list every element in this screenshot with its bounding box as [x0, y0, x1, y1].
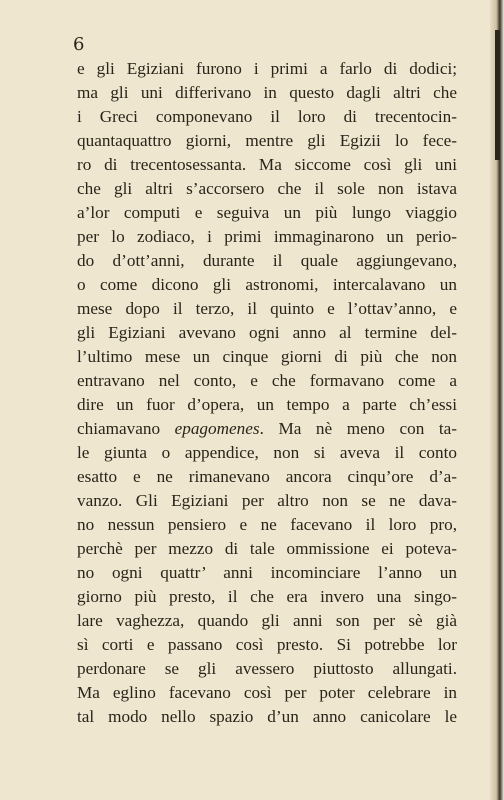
text-segment: e gli Egiziani furono i primi a farlo di dodici;	[77, 59, 457, 78]
text-line	[77, 585, 457, 609]
text-line	[77, 633, 457, 657]
text-line	[77, 153, 457, 177]
text-segment: giorno più presto, il che era invero una singo-	[77, 587, 457, 606]
text-line	[77, 681, 457, 705]
text-segment: perdonare se gli avessero piuttosto allungati.	[77, 659, 457, 678]
text-segment: no nessun pensiero e ne facevano il loro pro,	[77, 515, 457, 534]
text-segment: o come dicono gli astronomi, intercalavano un	[77, 275, 457, 294]
text-line	[77, 393, 457, 417]
text-segment: a’lor computi e seguiva un più lungo viaggio	[77, 203, 457, 222]
text-segment: gli Egiziani avevano ogni anno al termine del-	[77, 323, 457, 342]
text-segment: vanzo. Gli Egiziani per altro non se ne dava-	[77, 491, 457, 510]
text-segment: perchè per mezzo di tale ommissione ei poteva-	[77, 539, 457, 558]
text-line	[77, 249, 457, 273]
text-segment: sì corti e passano così presto. Si potrebbe lor	[77, 635, 457, 654]
text-line	[77, 513, 457, 537]
text-segment: entravano nel conto, e che formavano come a	[77, 371, 457, 390]
text-line	[77, 105, 457, 129]
text-line	[77, 177, 457, 201]
binding-mark	[495, 30, 500, 160]
text-line	[77, 537, 457, 561]
text-segment: l’ultimo mese un cinque giorni di più che non	[77, 347, 457, 366]
text-line	[77, 321, 457, 345]
text-line	[77, 561, 457, 585]
text-segment: esatto e ne rimanevano ancora cinqu’ore d’a-	[77, 467, 457, 486]
text-segment: i Greci componevano il loro di trecentocin-	[77, 107, 457, 126]
text-line	[77, 273, 457, 297]
text-line	[77, 465, 457, 489]
text-line	[77, 609, 457, 633]
text-line	[77, 57, 457, 81]
text-line	[77, 225, 457, 249]
text-line	[77, 441, 457, 465]
text-segment: lare vaghezza, quando gli anni son per sè già	[77, 611, 457, 630]
text-segment: che gli altri s’accorsero che il sole non istava	[77, 179, 457, 198]
text-line	[77, 129, 457, 153]
text-segment: ro di trecentosessanta. Ma siccome così gli uni	[77, 155, 457, 174]
text-line	[77, 297, 457, 321]
text-segment: tal modo nello spazio d’un anno canicolare le	[77, 707, 457, 726]
text-line	[77, 81, 457, 105]
text-line	[77, 417, 457, 441]
text-segment: do d’ott’anni, durante il quale aggiungevano,	[77, 251, 457, 270]
text-segment: chiamavano	[77, 419, 175, 438]
text-segment: per lo zodiaco, i primi immaginarono un perio-	[77, 227, 457, 246]
text-segment: mese dopo il terzo, il quinto e l’ottav’anno, e	[77, 299, 457, 318]
text-segment: no ogni quattr’ anni incominciare l’anno un	[77, 563, 457, 582]
text-line	[77, 201, 457, 225]
text-line	[77, 345, 457, 369]
text-line	[77, 705, 457, 729]
text-segment: dire un fuor d’opera, un tempo a parte ch’essi	[77, 395, 457, 414]
text-segment: Ma eglino facevano così per poter celebrare in	[77, 683, 457, 702]
italic-term: epagomenes	[174, 419, 260, 438]
body-text	[77, 57, 457, 729]
text-line	[77, 369, 457, 393]
text-line	[77, 489, 457, 513]
text-segment: le giunta o appendice, non si aveva il conto	[77, 443, 457, 462]
text-line	[77, 657, 457, 681]
page-number: 6	[73, 34, 85, 55]
text-segment: quantaquattro giorni, mentre gli Egizii lo fece-	[77, 131, 457, 150]
text-segment: ma gli uni differivano in questo dagli altri che	[77, 83, 457, 102]
text-segment: . Ma nè meno con ta-	[259, 419, 457, 438]
